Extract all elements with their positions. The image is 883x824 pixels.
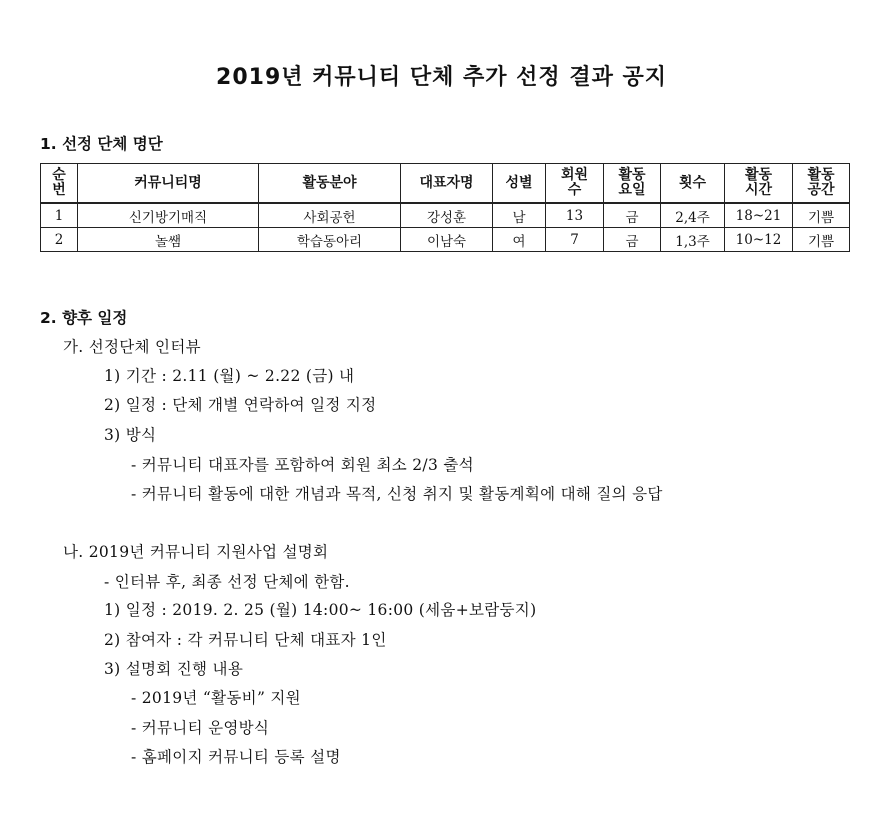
table-cell: 놀쌤 bbox=[78, 228, 259, 252]
briefing-participants: 2) 참여자 : 각 커뮤니티 단체 대표자 1인 bbox=[104, 631, 387, 649]
table-cell: 1 bbox=[41, 203, 78, 228]
column-header-text: 활동 bbox=[618, 167, 646, 183]
column-header bbox=[546, 164, 604, 204]
table-cell: 이남숙 bbox=[401, 228, 493, 252]
table-body bbox=[41, 203, 850, 252]
briefing-schedule: 1) 일정 : 2019. 2. 25 (월) 14:00~ 16:00 (세움+보람둥지) bbox=[104, 601, 537, 619]
table-cell: 기쁨 bbox=[793, 228, 850, 252]
table-header-row bbox=[41, 164, 850, 204]
column-header bbox=[661, 164, 725, 204]
column-header-text: 성별 bbox=[505, 174, 533, 191]
column-header-text: 활동분야 bbox=[302, 174, 357, 191]
column-header bbox=[793, 164, 850, 204]
column-header-text: 요일 bbox=[618, 182, 646, 198]
column-header bbox=[493, 164, 546, 204]
table-cell: 18~21 bbox=[725, 203, 793, 228]
column-header bbox=[604, 164, 661, 204]
column-header bbox=[41, 164, 78, 204]
table-cell: 신기방기매직 bbox=[78, 203, 259, 228]
selected-groups-table bbox=[40, 163, 850, 252]
column-header-text: 커뮤니티명 bbox=[134, 174, 202, 191]
briefing-content-title: 3) 설명회 진행 내용 bbox=[104, 660, 244, 678]
interview-title: 가. 선정단체 인터뷰 bbox=[63, 338, 201, 356]
column-header-text: 대표자명 bbox=[419, 174, 474, 191]
column-header-text: 회원 bbox=[560, 167, 589, 183]
table-cell: 금 bbox=[604, 203, 661, 228]
table-cell: 2,4주 bbox=[661, 203, 725, 228]
column-header bbox=[725, 164, 793, 204]
table-cell: 13 bbox=[546, 203, 604, 228]
table-cell: 여 bbox=[493, 228, 546, 252]
column-header bbox=[401, 164, 493, 204]
table-cell: 사회공헌 bbox=[259, 203, 401, 228]
content-item: - 커뮤니티 운영방식 bbox=[131, 719, 270, 737]
method-item: - 커뮤니티 대표자를 포함하여 회원 최소 2/3 출석 bbox=[131, 456, 474, 474]
column-header bbox=[78, 164, 259, 204]
table-row bbox=[41, 203, 850, 228]
briefing-title: 나. 2019년 커뮤니티 지원사업 설명회 bbox=[63, 543, 329, 561]
table-cell: 10~12 bbox=[725, 228, 793, 252]
column-header-text: 활동 bbox=[807, 167, 835, 183]
column-header-text: 번 bbox=[52, 182, 66, 198]
table-cell: 남 bbox=[493, 203, 546, 228]
table-cell: 1,3주 bbox=[661, 228, 725, 252]
column-header-text: 횟수 bbox=[678, 174, 707, 191]
page-title: 2019년 커뮤니티 단체 추가 선정 결과 공지 bbox=[216, 65, 667, 90]
briefing-note: - 인터뷰 후, 최종 선정 단체에 한함. bbox=[104, 573, 350, 591]
content-item: - 홈페이지 커뮤니티 등록 설명 bbox=[131, 748, 341, 766]
table-cell: 학습동아리 bbox=[259, 228, 401, 252]
table-cell: 기쁨 bbox=[793, 203, 850, 228]
interview-schedule: 2) 일정 : 단체 개별 연락하여 일정 지정 bbox=[104, 396, 377, 414]
interview-method-title: 3) 방식 bbox=[104, 426, 157, 444]
column-header bbox=[259, 164, 401, 204]
column-header-text: 수 bbox=[567, 182, 582, 198]
column-header-text: 공간 bbox=[807, 182, 835, 198]
table-cell: 금 bbox=[604, 228, 661, 252]
section-1-heading: 1. 선정 단체 명단 bbox=[40, 135, 163, 153]
section-2-heading: 2. 향후 일정 bbox=[40, 309, 128, 327]
column-header-text: 시간 bbox=[744, 182, 773, 198]
table-row bbox=[41, 228, 850, 252]
table-cell: 강성훈 bbox=[401, 203, 493, 228]
method-item: - 커뮤니티 활동에 대한 개념과 목적, 신청 취지 및 활동계획에 대해 질의 응답 bbox=[131, 485, 663, 503]
table-cell: 2 bbox=[41, 228, 78, 252]
interview-period: 1) 기간 : 2.11 (월) ~ 2.22 (금) 내 bbox=[104, 367, 355, 385]
content-item: - 2019년 “활동비” 지원 bbox=[131, 689, 301, 707]
column-header-text: 순 bbox=[52, 167, 66, 183]
table-cell: 7 bbox=[546, 228, 604, 252]
column-header-text: 활동 bbox=[744, 167, 773, 183]
